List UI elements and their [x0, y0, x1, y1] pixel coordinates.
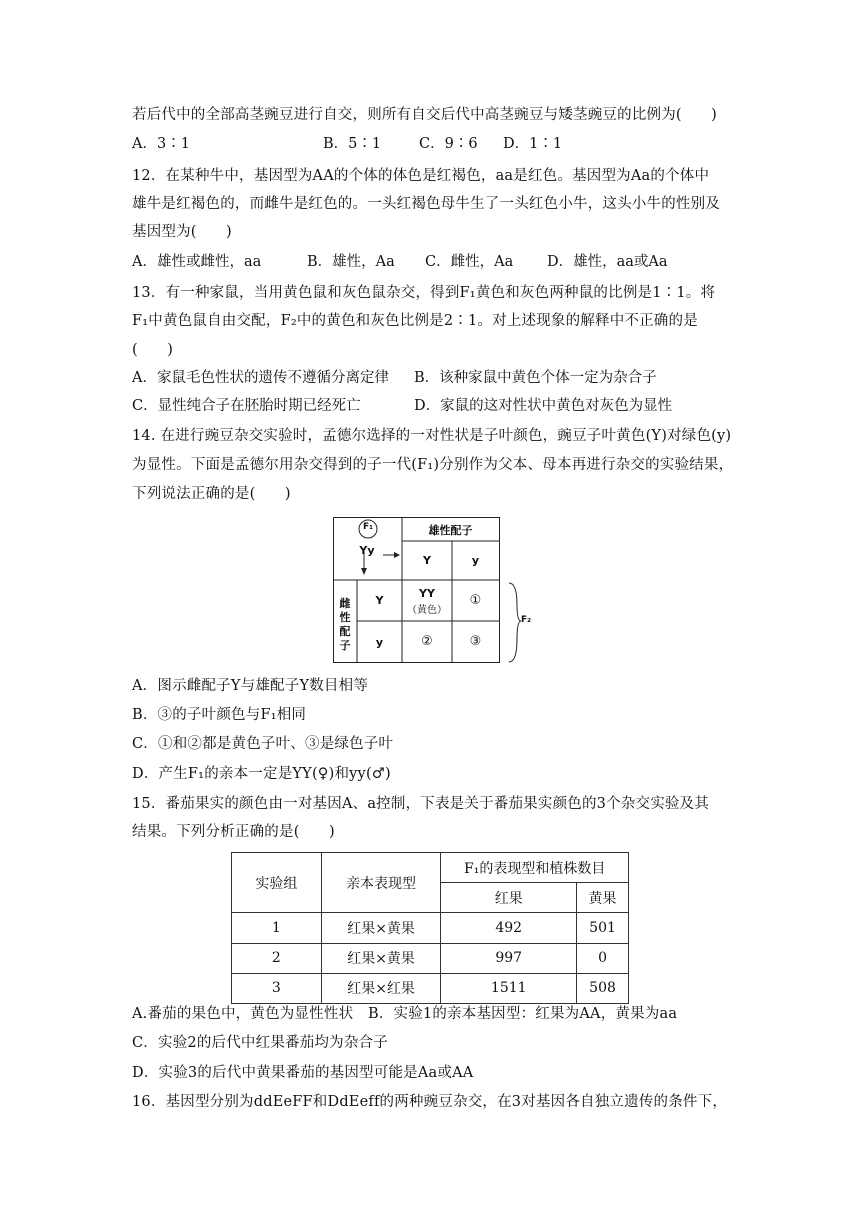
q11-option-a[interactable]: A．3∶1 [132, 136, 190, 152]
q13-option-a[interactable]: A．家鼠毛色性状的遗传不遵循分离定律 [132, 370, 389, 386]
cell-group: 3 [232, 973, 322, 1003]
q13-option-c[interactable]: C．显性纯合子在胚胎时期已经死亡 [132, 398, 361, 414]
q14-option-d[interactable]: D．产生F₁的亲本一定是YY(♀)和yy(♂) [132, 766, 391, 782]
cell-yellow: 508 [577, 973, 629, 1003]
q13-stem-line-1: 13．有一种家鼠，当用黄色鼠和灰色鼠杂交，得到F₁黄色和灰色两种鼠的比例是1∶1。将 [132, 285, 716, 301]
f1-circle-label: F₁ [362, 522, 374, 532]
cell-red: 1511 [441, 973, 577, 1003]
q14-option-a[interactable]: A．图示雌配子Y与雄配子Y数目相等 [132, 678, 369, 694]
cell-parent: 红果×黄果 [321, 943, 441, 973]
f2-label: F₂ [520, 615, 532, 625]
q12-option-d[interactable]: D．雄性，aa或Aa [547, 254, 668, 270]
q15-stem-line-2: 结果。下列分析正确的是( ) [132, 824, 335, 840]
male-gamete-header: 雄性配子 [428, 524, 473, 537]
parent-genotype: Yy [359, 544, 375, 557]
arrow-down-icon [361, 568, 367, 575]
q11-option-d[interactable]: D．1∶1 [503, 136, 563, 152]
q13-options-row-2 [0, 396, 860, 416]
male-gamete-y-dominant: Y [423, 554, 431, 567]
q12-options [0, 252, 860, 272]
female-gamete-header: 雌性配子 [339, 597, 351, 652]
male-gamete-y-recessive: y [471, 554, 480, 567]
q14-stem-line-3: 下列说法正确的是( ) [132, 486, 291, 502]
q14-stem-line-1: 14. 在进行豌豆杂交实验时，孟德尔选择的一对性状是子叶颜色，豌豆子叶黄色(Y)对绿色(y) [132, 428, 732, 444]
female-gamete-y-recessive: y [375, 636, 384, 649]
q13-stem-line-2: F₁中黄色鼠自由交配，F₂中的黄色和灰色比例是2∶1。对上述现象的解释中不正确的是 [132, 313, 698, 329]
header-red: 红果 [441, 883, 577, 913]
q11-options [0, 134, 860, 154]
arrow-right-icon [394, 552, 400, 558]
cell-parent: 红果×红果 [321, 973, 441, 1003]
cell-yy-genotype: YY [419, 587, 435, 600]
header-parent: 亲本表现型 [321, 853, 441, 913]
cell-group: 2 [232, 943, 322, 973]
q13-stem-line-3: ( ) [132, 342, 174, 358]
q16-stem-line-1: 16．基因型分别为ddEeFF和DdEeff的两种豌豆杂交，在3对基因各自独立遗传的条件下， [132, 1094, 728, 1110]
table-row [232, 943, 629, 973]
q11-stem-line: 若后代中的全部高茎豌豆进行自交，则所有自交后代中高茎豌豆与矮茎豌豆的比例为( ) [132, 107, 718, 123]
cell-yellow: 501 [577, 913, 629, 943]
cell-1: ① [469, 593, 482, 608]
cell-red: 492 [441, 913, 577, 943]
q15-option-c[interactable]: C．实验2的后代中红果番茄均为杂合子 [132, 1035, 388, 1051]
q15-option-d[interactable]: D．实验3的后代中黄果番茄的基因型可能是Aa或AA [132, 1065, 474, 1081]
q12-stem-line-1: 12．在某种牛中，基因型为AA的个体的体色是红褐色，aa是红色。基因型为Aa的个体中 [132, 168, 710, 184]
q14-option-b[interactable]: B．③的子叶颜色与F₁相同 [132, 707, 307, 723]
cell-parent: 红果×黄果 [321, 913, 441, 943]
cell-group: 1 [232, 913, 322, 943]
tomato-experiment-table [231, 852, 629, 1004]
q11-option-b[interactable]: B．5∶1 [323, 136, 382, 152]
q12-stem-line-3: 基因型为( ) [132, 224, 232, 240]
q14-stem-line-2: 为显性。下面是孟德尔用杂交得到的子一代(F₁)分别作为父本、母本再进行杂交的实验结果， [132, 457, 734, 473]
q13-option-d[interactable]: D．家鼠的这对性状中黄色对灰色为显性 [414, 398, 673, 414]
q15-stem-line-1: 15．番茄果实的颜色由一对基因A、a控制，下表是关于番茄果实颜色的3个杂交实验及其 [132, 796, 709, 812]
cell-2: ② [421, 634, 433, 649]
table-row [232, 973, 629, 1003]
q14-option-c[interactable]: C．①和②都是黄色子叶、③是绿色子叶 [132, 736, 394, 752]
cell-yellow: 0 [577, 943, 629, 973]
cell-yy-phenotype: （黄色） [407, 605, 447, 616]
header-yellow: 黄果 [577, 883, 629, 913]
header-group: 实验组 [232, 853, 322, 913]
q12-stem-line-2: 雄牛是红褐色的，而雌牛是红色的。一头红褐色母牛生了一头红色小牛，这头小牛的性别及 [132, 196, 720, 212]
q13-option-b[interactable]: B．该种家鼠中黄色个体一定为杂合子 [414, 370, 657, 386]
punnett-square-figure [333, 517, 533, 664]
q15-option-a-b[interactable]: A.番茄的果色中，黄色为显性性状 B．实验1的亲本基因型：红果为AA，黄果为aa [132, 1006, 678, 1022]
q12-option-a[interactable]: A．雄性或雌性，aa [132, 254, 262, 270]
table-row [232, 913, 629, 943]
cell-red: 997 [441, 943, 577, 973]
q12-option-c[interactable]: C．雌性，Aa [425, 254, 514, 270]
q11-option-c[interactable]: C．9∶6 [419, 136, 478, 152]
cell-3: ③ [469, 634, 482, 649]
header-f1: F₁的表现型和植株数目 [441, 853, 629, 883]
female-gamete-y-dominant: Y [375, 594, 384, 607]
q12-option-b[interactable]: B．雄性，Aa [307, 254, 395, 270]
q13-options-row-1 [0, 368, 860, 388]
